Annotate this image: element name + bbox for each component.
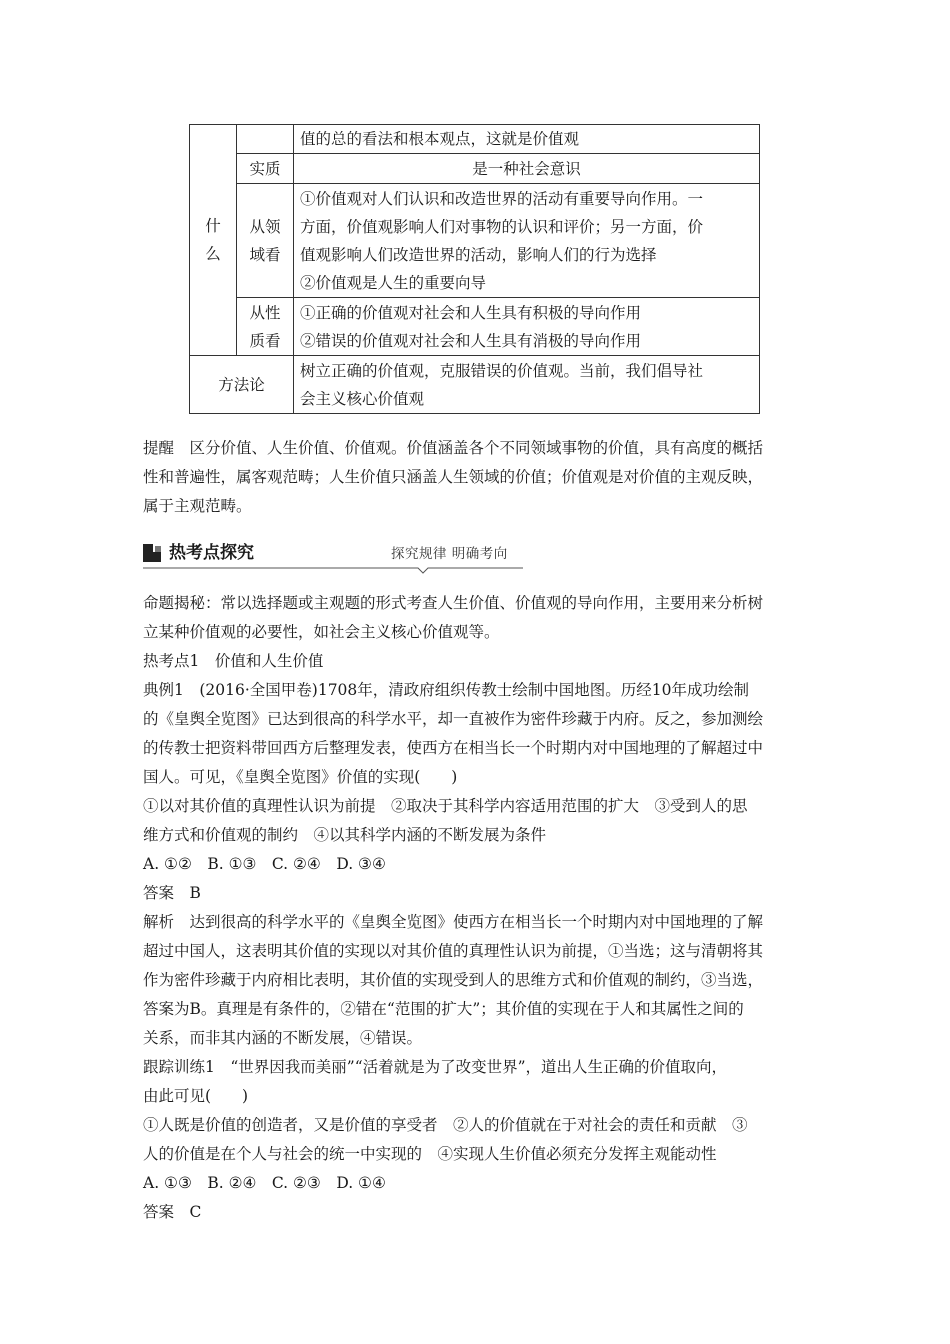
cell-line: 值观影响人们改造世界的活动，影响人们的行为选择 xyxy=(300,245,657,264)
text-line: 的传教士把资料带回西方后整理发表，使西方在相当长一个时期内对中国地理的了解超过中 xyxy=(143,739,764,757)
text-line: 国人。可见，《皇舆全览图》价值的实现( ) xyxy=(143,768,458,786)
cell-text: 值的总的看法和根本观点，这就是价值观 xyxy=(300,130,580,148)
text-line: 作为密件珍藏于内府相比表明，其价值的实现受到人的思维方式和价值观的制约，③当选， xyxy=(143,971,764,989)
cell-line: 方面，价值观影响人们对事物的认识和评价；另一方面，价 xyxy=(300,217,704,236)
section-divider xyxy=(143,566,523,574)
text-line: 属于主观范畴。 xyxy=(143,497,252,515)
text-line: 答案 B xyxy=(143,884,201,902)
text-line: 提醒 区分价值、人生价值、价值观。价值涵盖各个不同领域事物的价值，具有高度的概括 xyxy=(143,439,764,457)
label-line: 从性 xyxy=(249,303,281,322)
tip-paragraph xyxy=(143,434,811,521)
text-line: ①人既是价值的创造者，又是价值的享受者 ②人的价值就在于对社会的责任和贡献 ③ xyxy=(143,1116,748,1134)
row-label: 方法论 xyxy=(190,356,294,414)
cell-line: ②错误的价值观对社会和人生具有消极的导向作用 xyxy=(300,331,642,350)
text-line: 命题揭秘：常以选择题或主观题的形式考查人生价值、价值观的导向作用，主要用来分析树 xyxy=(143,594,764,612)
cell-line: ②价值观是人生的重要向导 xyxy=(300,273,487,292)
text-line: 超过中国人，这表明其价值的实现以对其价值的真理性认识为前提，①当选；这与清朝将其 xyxy=(143,942,764,960)
label-line: 质看 xyxy=(249,331,281,350)
label-line: 域看 xyxy=(249,245,281,264)
text-line: 人的价值是在个人与社会的统一中实现的 ④实现人生价值必须充分发挥主观能动性 xyxy=(143,1145,717,1163)
cell-line: 会主义核心价值观 xyxy=(300,389,425,408)
text-line: 的《皇舆全览图》已达到很高的科学水平，却一直被作为密件珍藏于内府。反之，参加测绘 xyxy=(143,710,764,728)
row-label: 实质 xyxy=(237,154,294,184)
main-content xyxy=(143,589,811,1227)
text-line: 由此可见( ) xyxy=(143,1087,249,1105)
cell-line: ①正确的价值观对社会和人生具有积极的导向作用 xyxy=(300,303,642,322)
text-line: 关系，而非其内涵的不断发展，④错误。 xyxy=(143,1029,423,1047)
text-line: 立某种价值观的必要性，如社会主义核心价值观等。 xyxy=(143,623,500,641)
text-line: 跟踪训练1 “世界因我而美丽”“活着就是为了改变世界”，道出人生正确的价值取向， xyxy=(143,1058,728,1076)
text-line: 解析 达到很高的科学水平的《皇舆全览图》使西方在相当长一个时期内对中国地理的了解 xyxy=(143,913,764,931)
table-cell xyxy=(294,184,760,298)
text-line: 答案为B。真理是有条件的，②错在“范围的扩大”；其价值的实现在于人和其属性之间的 xyxy=(143,1000,744,1018)
text-line: A. ①② B. ①③ C. ②④ D. ③④ xyxy=(143,855,386,873)
row-label xyxy=(237,298,294,356)
section-title: 热考点探究 xyxy=(169,543,254,563)
text-line: A. ①③ B. ②④ C. ②③ D. ①④ xyxy=(143,1174,386,1192)
table-cell xyxy=(294,125,760,154)
value-concept-table xyxy=(189,124,760,414)
table-cell xyxy=(294,356,760,414)
text-line: 性和普遍性，属客观范畴；人生价值只涵盖人生领域的价值；价值观是对价值的主观反映， xyxy=(143,468,764,486)
text-line: 热考点1 价值和人生价值 xyxy=(143,652,324,670)
section-square-icon xyxy=(143,544,161,562)
text-line: 典例1 (2016·全国甲卷)1708年，清政府组织传教士绘制中国地图。历经10年成功绘制 xyxy=(143,681,750,699)
empty-label-cell xyxy=(237,125,294,154)
cell-line: ①价值观对人们认识和改造世界的活动有重要导向作用。一 xyxy=(300,189,704,208)
text-line: ①以对其价值的真理性认识为前提 ②取决于其科学内容适用范围的扩大 ③受到人的思 xyxy=(143,797,748,815)
text-line: 维方式和价值观的制约 ④以其科学内涵的不断发展为条件 xyxy=(143,826,547,844)
label-line: 从领 xyxy=(249,217,281,236)
cell-line: 树立正确的价值观，克服错误的价值观。当前，我们倡导社 xyxy=(300,361,704,380)
section-subtitle: 探究规律 明确考向 xyxy=(391,546,508,562)
text-line: 答案 C xyxy=(143,1203,202,1221)
group-label-char: 么 xyxy=(205,245,221,263)
table-cell xyxy=(294,298,760,356)
section-header xyxy=(143,540,523,568)
group-label-cell xyxy=(190,125,237,356)
group-label-char: 什 xyxy=(205,217,221,235)
row-label xyxy=(237,184,294,298)
table-cell: 是一种社会意识 xyxy=(294,154,760,184)
